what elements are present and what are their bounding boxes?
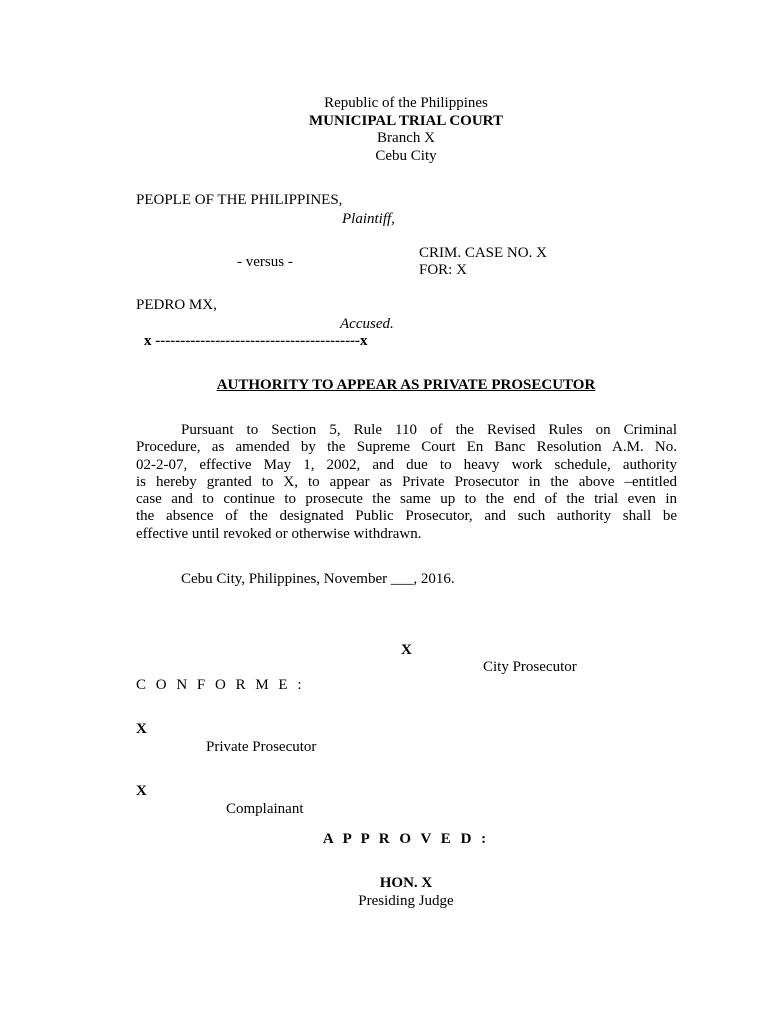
body-line: the absence of the designated Public Prosecutor, and such authority shall be	[136, 508, 677, 525]
plaintiff-role: Plaintiff,	[342, 211, 395, 227]
header-republic: Republic of the Philippines	[324, 95, 488, 111]
judge-title: Presiding Judge	[358, 893, 454, 909]
accused-role: Accused.	[340, 316, 394, 332]
body-line: 02-2-07, effective May 1, 2002, and due to heavy work schedule, authority	[136, 456, 677, 473]
complainant-signature: X	[136, 783, 147, 799]
conforme-label: C O N F O R M E :	[136, 677, 305, 693]
document-title: AUTHORITY TO APPEAR AS PRIVATE PROSECUTOR	[216, 377, 596, 393]
case-for: FOR: X	[419, 262, 467, 278]
private-prosecutor-title: Private Prosecutor	[206, 739, 317, 755]
body-line: is hereby granted to X, to appear as Private Prosecutor in the above –entitled	[136, 473, 677, 490]
judge-name: HON. X	[379, 875, 433, 891]
accused-name: PEDRO MX,	[136, 297, 217, 313]
private-prosecutor-signature: X	[136, 721, 147, 737]
plaintiff-name: PEOPLE OF THE PHILIPPINES,	[136, 192, 343, 208]
caption-divider: x -----------------------------------------x	[144, 333, 368, 349]
header-court-name: MUNICIPAL TRIAL COURT	[309, 113, 503, 129]
body-paragraph	[136, 422, 677, 543]
body-line: Pursuant to Section 5, Rule 110 of the Revised Rules on Criminal	[181, 422, 677, 438]
body-line: Procedure, as amended by the Supreme Court En Banc Resolution A.M. No.	[136, 439, 677, 456]
body-line: effective until revoked or otherwise withdrawn.	[136, 525, 422, 542]
complainant-title: Complainant	[226, 801, 304, 817]
header-branch: Branch X	[377, 130, 435, 146]
dateline: Cebu City, Philippines, November ___, 2016.	[181, 571, 455, 587]
city-prosecutor-signature: X	[401, 642, 412, 658]
approved-label: A P P R O V E D :	[322, 831, 490, 847]
versus-label: - versus -	[237, 254, 293, 270]
body-line: case and to continue to prosecute the same up to the end of the trial even in	[136, 491, 677, 508]
city-prosecutor-title: City Prosecutor	[483, 659, 577, 675]
header-city: Cebu City	[375, 148, 437, 164]
case-number: CRIM. CASE NO. X	[419, 245, 547, 261]
